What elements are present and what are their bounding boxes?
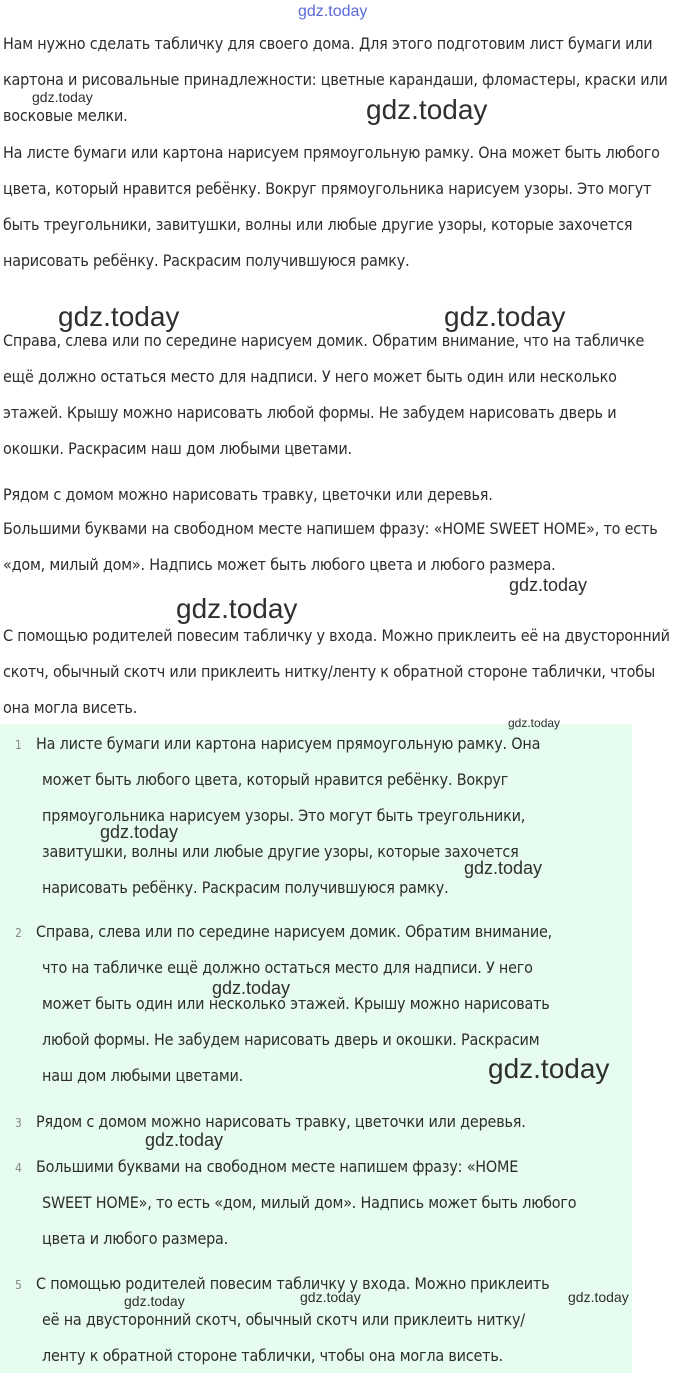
list-item-line: Рядом с домом можно нарисовать травку, цветочки или деревья. bbox=[36, 1112, 526, 1131]
list-item-line: наш дом любыми цветами. bbox=[42, 1066, 244, 1085]
watermark: gdz.today bbox=[212, 978, 291, 998]
list-item-line: что на табличке ещё должно остаться место для надписи. У него bbox=[42, 958, 533, 977]
watermark: gdz.today bbox=[464, 858, 543, 878]
watermark: gdz.today bbox=[568, 1289, 629, 1305]
paragraph-1: Нам нужно сделать табличку для своего дома. Для этого подготовим лист бумаги или картона и рисовальные принадлежности: цветные карандаши, фломастеры, краски или восковые мелки. bbox=[3, 34, 668, 125]
list-item-line: любой формы. Не забудем нарисовать дверь и окошки. Раскрасим bbox=[42, 1030, 540, 1049]
list-item bbox=[36, 726, 626, 906]
watermark: gdz.today bbox=[366, 94, 488, 125]
list-item-line: нарисовать ребёнку. Раскрасим получившуюся рамку. bbox=[42, 878, 449, 897]
watermark: gdz.today bbox=[488, 1053, 610, 1084]
list-item-line: прямоугольника нарисуем узоры. Это могут быть треугольники, bbox=[42, 806, 526, 825]
list-item-number: 2 bbox=[15, 926, 22, 940]
list-item-line: ленту к обратной стороне таблички, чтобы она могла висеть. bbox=[42, 1346, 503, 1365]
list-item-line: С помощью родителей повесим табличку у входа. Можно приклеить bbox=[36, 1274, 550, 1293]
list-item-line: На листе бумаги или картона нарисуем прямоугольную рамку. Она bbox=[36, 734, 541, 753]
watermark: gdz.today bbox=[300, 1289, 361, 1305]
watermark: gdz.today bbox=[508, 716, 561, 730]
list-item-number: 1 bbox=[15, 738, 22, 752]
watermark: gdz.today bbox=[444, 301, 566, 332]
paragraph-3: Справа, слева или по середине нарисуем домик. Обратим внимание, что на табличке ещё должно остаться место для надписи. У него может быть один или несколько этажей. Крышу можно нарисовать любой формы. Не забудем нарисовать дверь и окошки. Раскрасим наш дом любыми цветами. bbox=[3, 331, 645, 458]
watermark: gdz.today bbox=[124, 1293, 185, 1309]
list-item bbox=[36, 1266, 626, 1374]
watermark: gdz.today bbox=[58, 301, 180, 332]
list-item-line: её на двусторонний скотч, обычный скотч или приклеить нитку/ bbox=[42, 1310, 525, 1329]
watermark: gdz.today bbox=[145, 1130, 224, 1150]
list-item-line: Большими буквами на свободном месте напишем фразу: «HOME bbox=[36, 1157, 519, 1176]
paragraph-2: На листе бумаги или картона нарисуем прямоугольную рамку. Она может быть любого цвета, который нравится ребёнку. Вокруг прямоугольника нарисуем узоры. Это могут быть треугольники, завитушки, волны или любые другие узоры, которые захочется нарисовать ребёнку. Раскрасим получившуюся рамку. bbox=[3, 143, 660, 270]
list-item-line: может быть любого цвета, который нравится ребёнку. Вокруг bbox=[42, 770, 509, 789]
list-item-number: 3 bbox=[15, 1116, 22, 1130]
paragraph-5: Большими буквами на свободном месте напишем фразу: «HOME SWEET HOME», то есть «дом, милый дом». Надпись может быть любого цвета и любого размера. bbox=[3, 519, 658, 574]
paragraph-4: Рядом с домом можно нарисовать травку, цветочки или деревья. bbox=[3, 485, 493, 504]
list-item-line: завитушки, волны или любые другие узоры, которые захочется bbox=[42, 842, 519, 861]
list-item-number: 5 bbox=[15, 1278, 22, 1292]
list-item-line: цвета и любого размера. bbox=[42, 1229, 229, 1248]
paragraph-6: С помощью родителей повесим табличку у входа. Можно приклеить её на двусторонний скотч, обычный скотч или приклеить нитку/ленту к обратной стороне таблички, чтобы она могла висеть. bbox=[3, 626, 670, 717]
list-item bbox=[36, 1149, 626, 1257]
list-item-number: 4 bbox=[15, 1161, 22, 1175]
list-item-line: Справа, слева или по середине нарисуем домик. Обратим внимание, bbox=[36, 922, 553, 941]
list-item-line: SWEET HOME», то есть «дом, милый дом». Надпись может быть любого bbox=[42, 1193, 577, 1212]
list-item-line: может быть один или несколько этажей. Крышу можно нарисовать bbox=[42, 994, 550, 1013]
watermark: gdz.today bbox=[100, 822, 179, 842]
watermark: gdz.today bbox=[509, 575, 588, 595]
list-item bbox=[36, 1104, 626, 1140]
watermark: gdz.today bbox=[32, 89, 93, 105]
watermark: gdz.today bbox=[176, 593, 298, 624]
watermark-top: gdz.today bbox=[298, 3, 368, 20]
